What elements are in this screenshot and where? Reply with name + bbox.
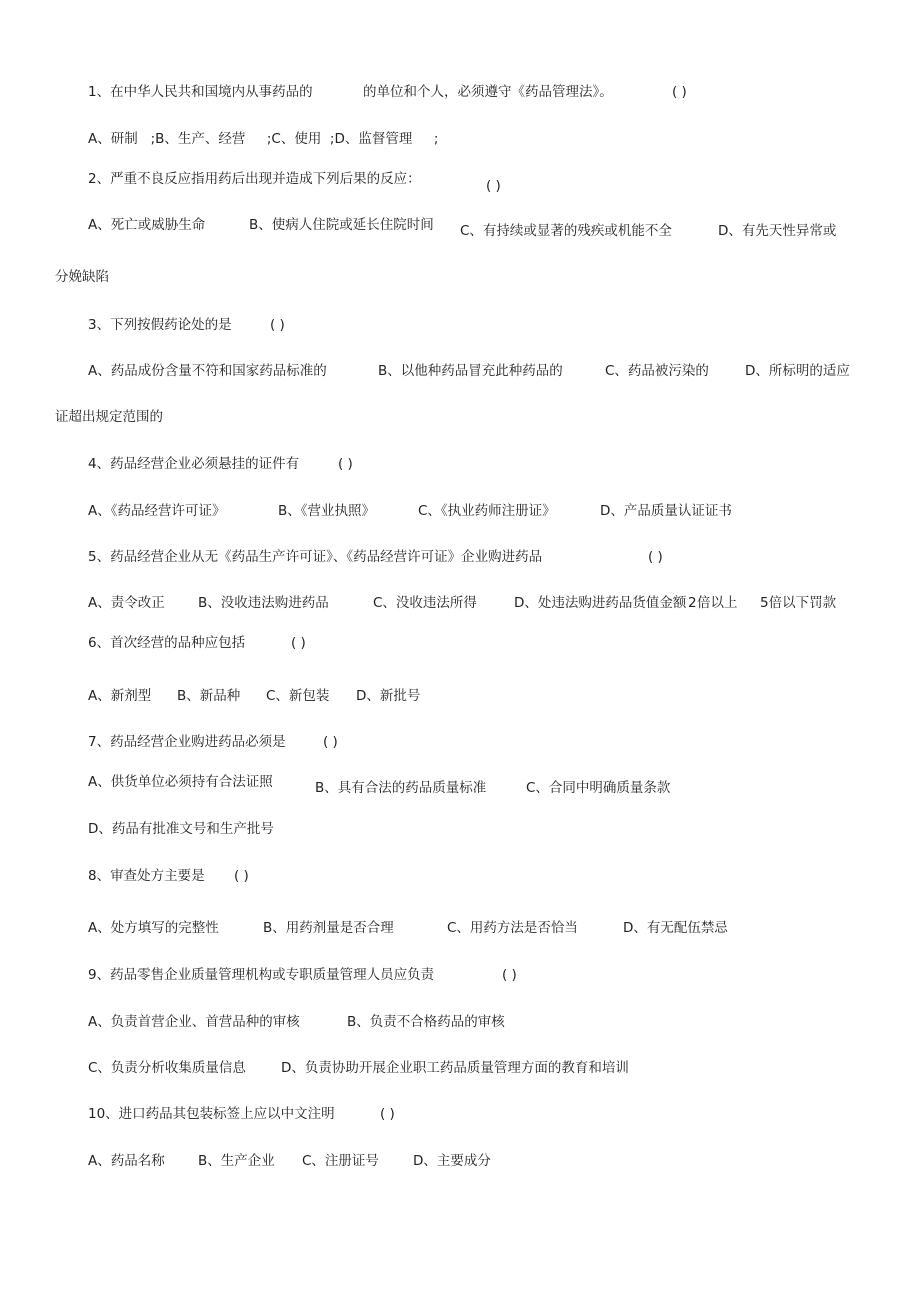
question-9-option-a: A、负责首营企业、首营品种的审核 [88,1014,300,1030]
question-3-option-d-cont: 证超出规定范围的 [55,409,163,425]
question-5-option-d-end: 5倍以下罚款 [760,595,837,611]
question-5-option-c: C、没收违法所得 [373,595,477,611]
question-7-stem: 7、药品经营企业购进药品必须是 [88,734,286,750]
question-9-stem: 9、药品零售企业质量管理机构或专职质量管理人员应负责 [88,967,435,983]
question-9-answer-blank: ( ) [502,967,517,983]
question-8-option-d: D、有无配伍禁忌 [623,920,728,936]
question-10-option-c: C、注册证号 [302,1153,379,1169]
question-1-answer-blank: ( ) [672,84,687,100]
question-10-stem: 10、进口药品其包装标签上应以中文注明 [88,1106,335,1122]
question-8-option-c: C、用药方法是否恰当 [447,920,578,936]
question-8-option-b: B、用药剂量是否合理 [263,920,394,936]
question-3-option-d: D、所标明的适应 [745,363,850,379]
question-4-option-c: C、《执业药师注册证》 [418,503,556,519]
question-5-answer-blank: ( ) [648,549,663,565]
question-1-stem: 1、在中华人民共和国境内从事药品的 [88,84,313,100]
question-8-answer-blank: ( ) [234,868,249,884]
question-6-stem: 6、首次经营的品种应包括 [88,635,246,651]
question-7-option-b: B、具有合法的药品质量标准 [315,780,487,796]
question-10-option-b: B、生产企业 [198,1153,275,1169]
question-2-option-d: D、有先天性异常或 [718,223,837,239]
question-6-option-c: C、新包装 [266,688,330,704]
question-3-option-b: B、以他种药品冒充此种药品的 [378,363,563,379]
question-6-answer-blank: ( ) [291,635,306,651]
question-10-option-a: A、药品名称 [88,1153,165,1169]
question-7-option-a: A、供货单位必须持有合法证照 [88,774,273,790]
question-5-option-d: D、处违法购进药品货值金额 [514,595,687,611]
question-5-stem: 5、药品经营企业从无《药品生产许可证》、《药品经营许可证》企业购进药品 [88,549,543,565]
question-8-option-a: A、处方填写的完整性 [88,920,219,936]
question-3-answer-blank: ( ) [270,317,285,333]
question-8-stem: 8、审查处方主要是 [88,868,205,884]
question-4-stem: 4、药品经营企业必须悬挂的证件有 [88,456,300,472]
question-3-option-a: A、药品成份含量不符和国家药品标准的 [88,363,327,379]
question-2-answer-blank: ( ) [486,178,501,194]
question-3-option-c: C、药品被污染的 [605,363,709,379]
question-9-option-c: C、负责分析收集质量信息 [88,1060,246,1076]
question-10-option-d: D、主要成分 [413,1153,491,1169]
question-3-stem: 3、下列按假药论处的是 [88,317,232,333]
question-7-option-c: C、合同中明确质量条款 [526,780,671,796]
question-7-answer-blank: ( ) [323,734,338,750]
question-5-option-a: A、责令改正 [88,595,165,611]
question-1-stem-cont: 的单位和个人，必须遵守《药品管理法》。 [363,84,613,100]
question-4-option-d: D、产品质量认证证书 [600,503,732,519]
question-2-option-c: C、有持续或显著的残疾或机能不全 [460,223,672,239]
question-2-option-b: B、使病人住院或延长住院时间 [249,217,434,233]
question-6-option-d: D、新批号 [356,688,421,704]
question-5-option-d-mid: 倍以上 [697,595,738,611]
question-5-option-d-number: 2 [688,595,697,611]
question-4-option-a: A、《药品经营许可证》 [88,503,226,519]
question-2-option-a: A、死亡或威胁生命 [88,217,206,233]
question-1-options: A、研制 ;B、生产、经营 ;C、使用 ;D、监督管理 ; [88,131,439,147]
question-7-option-d: D、药品有批准文号和生产批号 [88,821,274,837]
question-2-stem: 2、严重不良反应指用药后出现并造成下列后果的反应： [88,171,421,187]
question-5-option-b: B、没收违法购进药品 [198,595,329,611]
question-6-option-a: A、新剂型 [88,688,152,704]
question-9-option-d: D、负责协助开展企业职工药品质量管理方面的教育和培训 [281,1060,629,1076]
question-4-option-b: B、《营业执照》 [278,503,376,519]
question-4-answer-blank: ( ) [338,456,353,472]
question-6-option-b: B、新品种 [177,688,241,704]
question-10-answer-blank: ( ) [380,1106,395,1122]
question-2-option-d-cont: 分娩缺陷 [55,269,109,285]
question-9-option-b: B、负责不合格药品的审核 [347,1014,505,1030]
